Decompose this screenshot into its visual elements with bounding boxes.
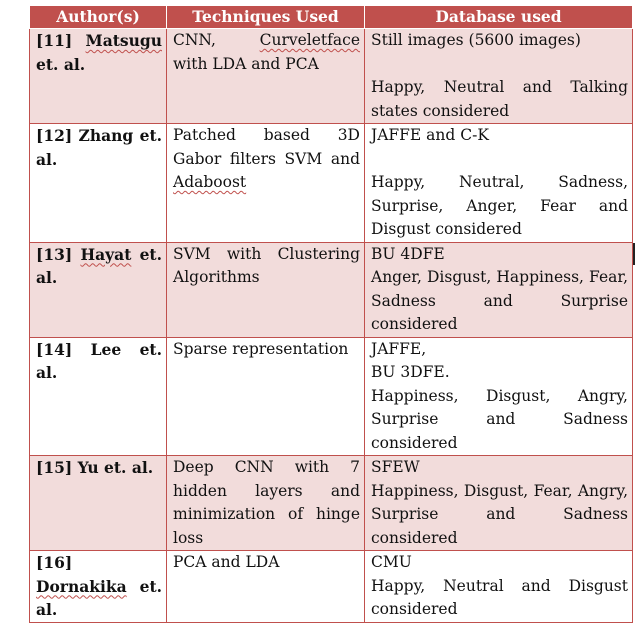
author-ref: [11]: [36, 31, 73, 50]
database-line: JAFFE and C-K: [371, 126, 489, 144]
technique-text: SVM with Clustering Algorithms: [173, 244, 360, 286]
database-line: Happy, Neutral and Talking states considered: [371, 78, 628, 120]
author-name: Hayat: [80, 244, 132, 264]
technique-text: PCA and LDA: [173, 553, 280, 571]
table-row: [30, 337, 633, 456]
technique-cell: [167, 124, 365, 243]
database-line: Happy, Neutral and Disgust considered: [371, 576, 628, 618]
technique-text: Sparse representation: [173, 339, 349, 358]
header-author: Author(s): [30, 6, 167, 29]
technique-term: Adaboost: [173, 173, 247, 191]
author-name: [14] Lee et. al.: [36, 339, 162, 382]
table-row: [30, 124, 633, 243]
text-cursor: [633, 243, 635, 265]
database-line: JAFFE,: [371, 339, 427, 358]
table-row: [30, 242, 633, 337]
author-cell: [30, 337, 167, 456]
database-line: SFEW: [371, 458, 420, 476]
header-techniques: Techniques Used: [167, 6, 365, 29]
technique-cell: [167, 29, 365, 124]
technique-cell: [167, 242, 365, 337]
author-suffix: et. al.: [36, 576, 162, 619]
database-line: CMU: [371, 553, 412, 571]
technique-term: Curveletface: [259, 31, 360, 49]
author-ref: [13]: [36, 244, 73, 264]
table-row: [30, 551, 633, 623]
author-suffix: et. al.: [36, 54, 86, 74]
author-name: [15] Yu et. al.: [36, 458, 154, 477]
database-cell: [365, 124, 633, 243]
database-cell: [365, 456, 633, 551]
author-cell: [30, 551, 167, 623]
database-line: Anger, Disgust, Happiness, Fear, Sadness and Surprise considered: [371, 268, 628, 333]
technique-text-rest: with LDA and PCA: [173, 54, 319, 73]
author-cell: [30, 242, 167, 337]
author-cell: [30, 124, 167, 243]
database-cell: [365, 242, 633, 337]
technique-text: Patched based 3D Gabor filters SVM and: [173, 126, 360, 168]
author-ref: [16]: [36, 553, 73, 572]
table-row: [30, 29, 633, 124]
technique-text: CNN,: [173, 31, 216, 49]
technique-cell: [167, 337, 365, 456]
technique-cell: [167, 551, 365, 623]
database-cell: [365, 29, 633, 124]
database-line: Still images (5600 images): [371, 31, 581, 49]
author-name: Matsugu: [85, 31, 162, 50]
author-name: Dornakika: [36, 576, 127, 596]
author-suffix: et. al.: [36, 244, 162, 287]
database-line: BU 4DFE: [371, 244, 445, 263]
literature-table: [29, 5, 633, 623]
table-row: [30, 456, 633, 551]
database-line: Happiness, Disgust, Angry, Surprise and Sadness considered: [371, 386, 628, 452]
header-database: Database used: [365, 6, 633, 29]
database-line: Happiness, Disgust, Fear, Angry, Surprise and Sadness considered: [371, 481, 628, 547]
technique-cell: [167, 456, 365, 551]
database-line: BU 3DFE.: [371, 363, 450, 381]
author-name: [12] Zhang et. al.: [36, 126, 162, 169]
technique-text: Deep CNN with 7 hidden layers and minimization of hinge loss: [173, 458, 360, 547]
database-line: Happy, Neutral, Sadness, Surprise, Anger, Fear and Disgust considered: [371, 173, 628, 238]
database-cell: [365, 337, 633, 456]
author-cell: [30, 29, 167, 124]
database-cell: [365, 551, 633, 623]
table-header-row: [30, 6, 633, 29]
author-cell: [30, 456, 167, 551]
